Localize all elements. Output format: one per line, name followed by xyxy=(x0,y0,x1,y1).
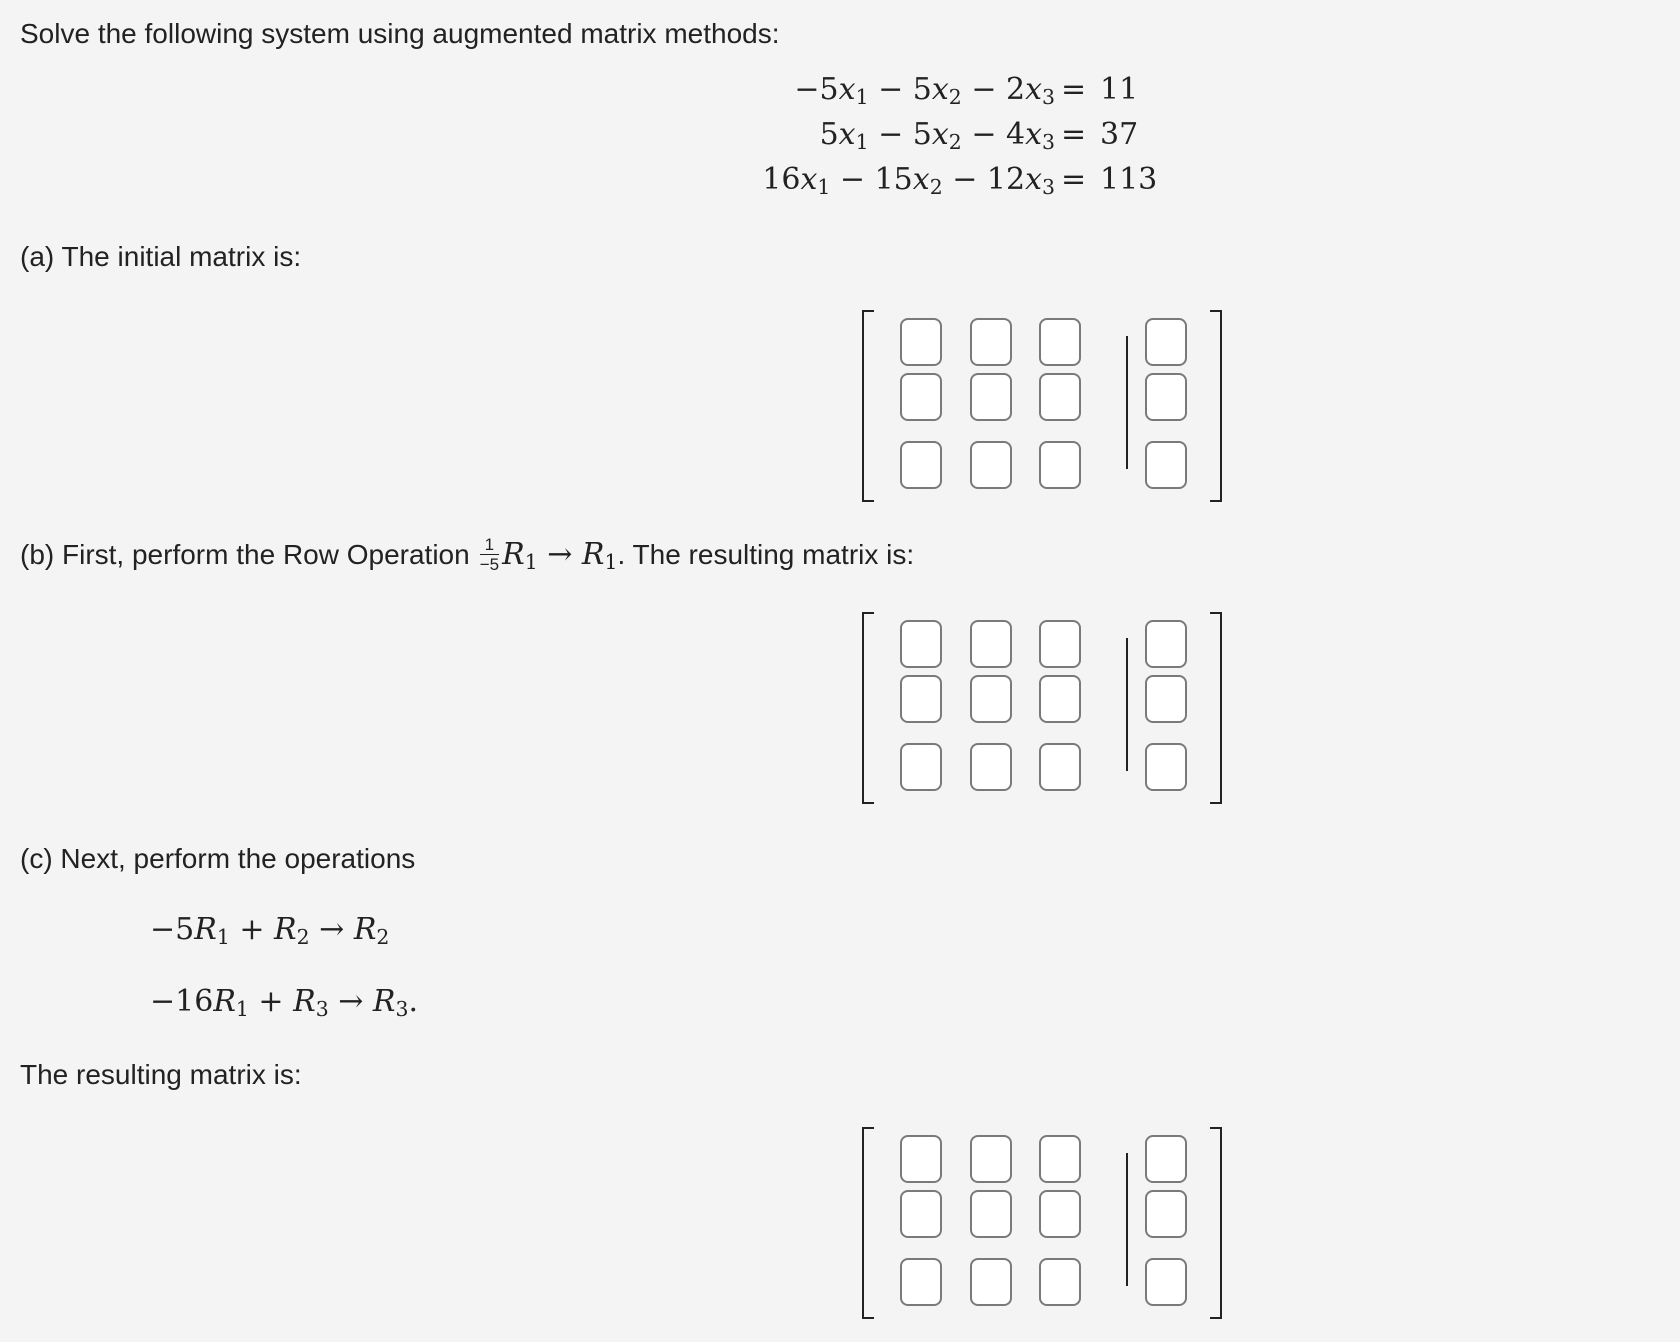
equation-system xyxy=(762,72,1230,207)
equation-row-1 xyxy=(794,72,1230,117)
right-bracket xyxy=(1210,1127,1222,1319)
matrix-b-cell-3-3[interactable] xyxy=(1039,743,1081,791)
matrix-b-cell-2-3[interactable] xyxy=(1039,675,1081,723)
matrix-c-cell-2-1[interactable] xyxy=(900,1190,942,1238)
matrix-b-cell-1-1[interactable] xyxy=(900,620,942,668)
matrix-a-cell-2-4[interactable] xyxy=(1145,373,1187,421)
matrix-c-cell-2-4[interactable] xyxy=(1145,1190,1187,1238)
left-bracket xyxy=(862,1127,874,1319)
row-operation-1: $-5R_1 + R_2 \to R_2$ xyxy=(150,912,390,950)
matrix-b-cell-1-2[interactable] xyxy=(970,620,1012,668)
matrix-b-cell-1-3[interactable] xyxy=(1039,620,1081,668)
matrix-a-cell-1-2[interactable] xyxy=(970,318,1012,366)
matrix-b-cell-1-4[interactable] xyxy=(1145,620,1187,668)
equation-lhs: $5x_1 - 5x_2 - 4x_3$ xyxy=(819,117,1055,155)
matrix-a-cell-1-4[interactable] xyxy=(1145,318,1187,366)
equation-row-3 xyxy=(762,162,1230,207)
matrix-a-cell-3-1[interactable] xyxy=(900,441,942,489)
matrix-c-cell-3-2[interactable] xyxy=(970,1258,1012,1306)
matrix-c-cell-1-2[interactable] xyxy=(970,1135,1012,1183)
left-bracket xyxy=(862,612,874,804)
matrix-b xyxy=(862,612,1222,802)
matrix-c-cell-3-4[interactable] xyxy=(1145,1258,1187,1306)
part-c-result-label: The resulting matrix is: xyxy=(20,1059,302,1090)
matrix-b-cell-3-2[interactable] xyxy=(970,743,1012,791)
matrix-b-cell-2-4[interactable] xyxy=(1145,675,1187,723)
equation-rhs: 37 xyxy=(1100,117,1139,152)
matrix-c xyxy=(862,1127,1222,1317)
equals-sign: = xyxy=(1061,117,1087,152)
part-a-label: (a) The initial matrix is: xyxy=(20,241,302,272)
matrix-c-cell-1-1[interactable] xyxy=(900,1135,942,1183)
matrix-c-cell-1-3[interactable] xyxy=(1039,1135,1081,1183)
right-bracket xyxy=(1210,310,1222,502)
equation-lhs: $-5x_1 - 5x_2 - 2x_3$ xyxy=(794,72,1055,110)
matrix-c-cell-1-4[interactable] xyxy=(1145,1135,1187,1183)
matrix-a-cell-1-1[interactable] xyxy=(900,318,942,366)
matrix-a-cell-2-2[interactable] xyxy=(970,373,1012,421)
row-op-fraction: $\frac{1}{-5}$ xyxy=(479,535,500,575)
matrix-a-cell-2-3[interactable] xyxy=(1039,373,1081,421)
equation-lhs: $16x_1 - 15x_2 - 12x_3$ xyxy=(762,162,1055,200)
matrix-a-cell-2-1[interactable] xyxy=(900,373,942,421)
right-bracket xyxy=(1210,612,1222,804)
equals-sign: = xyxy=(1061,162,1087,197)
matrix-c-cell-2-3[interactable] xyxy=(1039,1190,1081,1238)
matrix-b-cell-2-1[interactable] xyxy=(900,675,942,723)
problem-prompt: Solve the following system using augmented matrix methods: xyxy=(20,18,780,49)
matrix-b-cell-3-1[interactable] xyxy=(900,743,942,791)
equation-row-2 xyxy=(819,117,1230,162)
equation-rhs: 113 xyxy=(1100,162,1158,197)
matrix-b-cell-3-4[interactable] xyxy=(1145,743,1187,791)
equation-rhs: 11 xyxy=(1100,72,1139,107)
part-b-label: (b) First, perform the Row Operation $\frac{1}{-5}$ $R_1 \to R_1$. The resulting matrix is: xyxy=(20,535,915,575)
augment-divider xyxy=(1126,336,1128,469)
augment-divider xyxy=(1126,638,1128,771)
matrix-c-cell-3-1[interactable] xyxy=(900,1258,942,1306)
equals-sign: = xyxy=(1061,72,1087,107)
matrix-a-cell-3-2[interactable] xyxy=(970,441,1012,489)
matrix-c-cell-3-3[interactable] xyxy=(1039,1258,1081,1306)
row-operation-2: $-16R_1 + R_3 \to R_3$. xyxy=(150,984,419,1022)
matrix-a-cell-1-3[interactable] xyxy=(1039,318,1081,366)
matrix-c-cell-2-2[interactable] xyxy=(970,1190,1012,1238)
augment-divider xyxy=(1126,1153,1128,1286)
left-bracket xyxy=(862,310,874,502)
matrix-b-cell-2-2[interactable] xyxy=(970,675,1012,723)
matrix-a xyxy=(862,310,1222,500)
part-c-label: (c) Next, perform the operations xyxy=(20,843,416,874)
matrix-a-cell-3-3[interactable] xyxy=(1039,441,1081,489)
matrix-a-cell-3-4[interactable] xyxy=(1145,441,1187,489)
